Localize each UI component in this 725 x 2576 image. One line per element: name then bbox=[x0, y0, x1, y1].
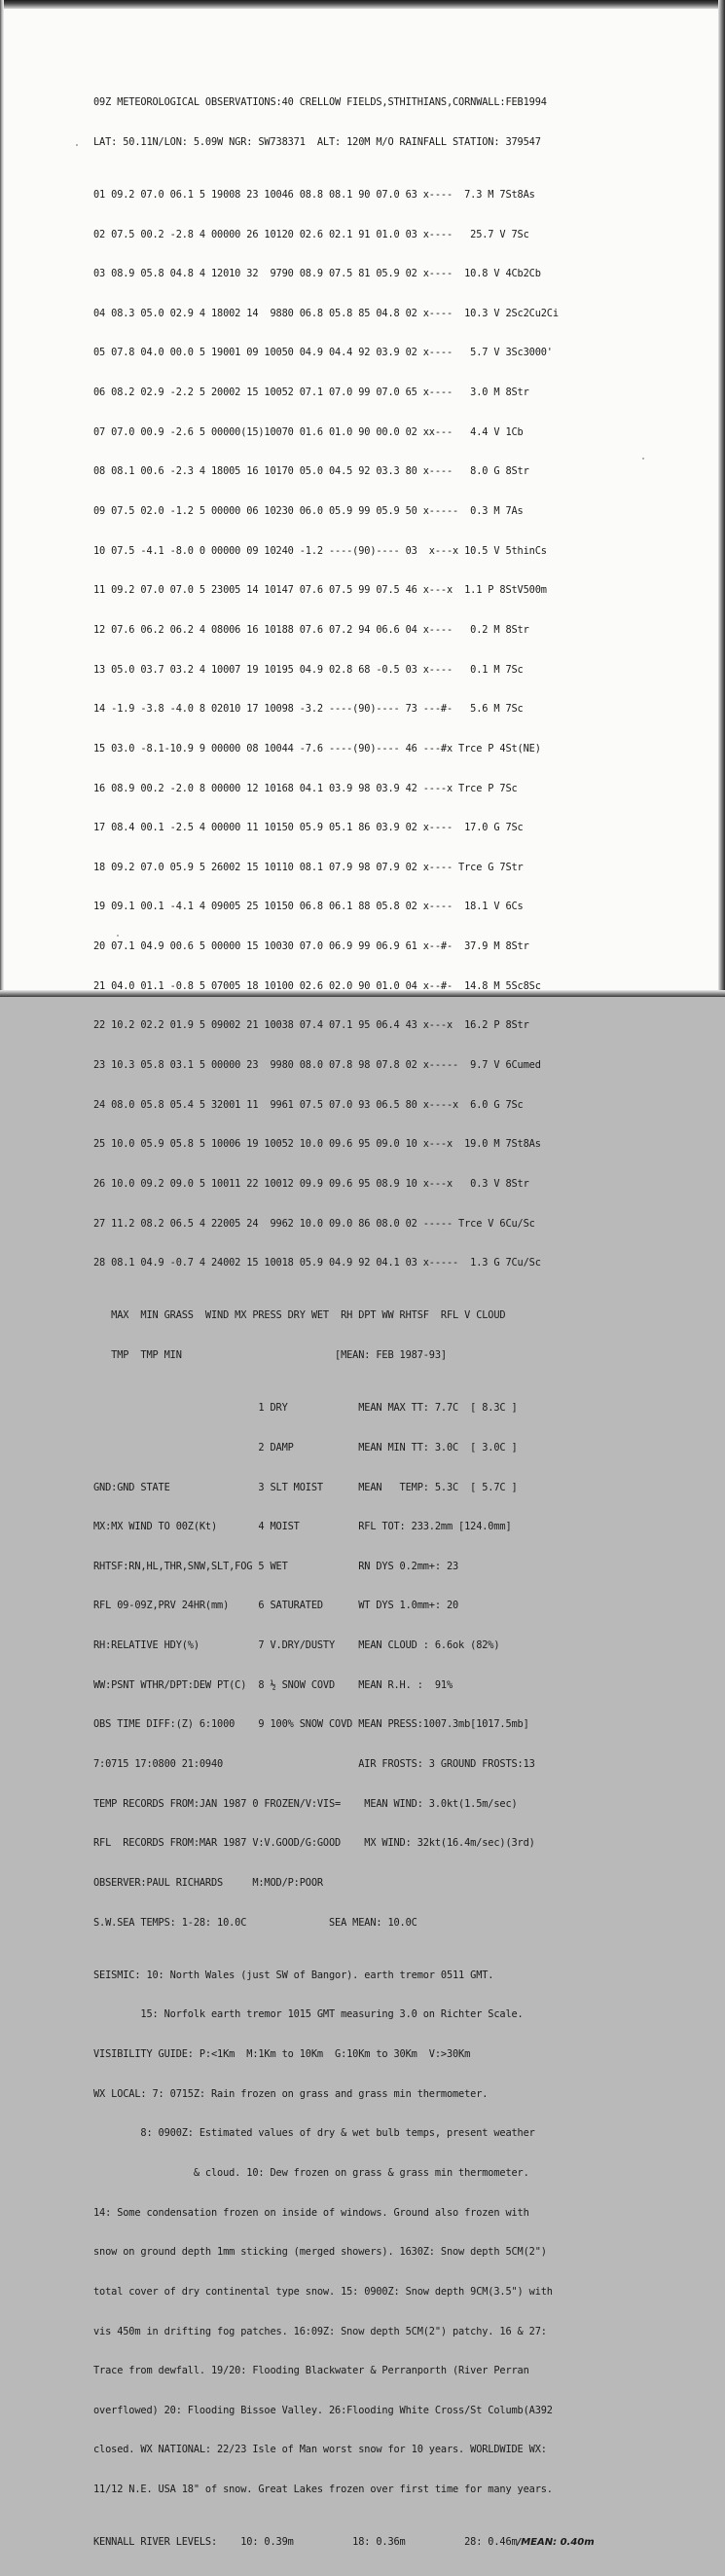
legend-row: TEMP RECORDS FROM:JAN 1987 0 FROZEN/V:VIS= MEAN WIND: 3.0kt(1.5m/sec) bbox=[93, 1797, 518, 1810]
observation-row: 05 07.8 04.0 00.0 5 19001 09 10050 04.9 04.4 92 03.9 02 x---- 5.7 V 3Sc3000' bbox=[93, 347, 553, 359]
observation-row: 18 09.2 07.0 05.9 5 26002 15 10110 08.1 07.9 98 07.9 02 x---- Trce G 7Str bbox=[93, 861, 524, 873]
observation-row: 23 10.3 05.8 03.1 5 00000 23 9980 08.0 07.8 98 07.8 02 x----- 9.7 V 6Cumed bbox=[93, 1059, 541, 1072]
observation-row: 28 08.1 04.9 -0.7 4 24002 15 10018 05.9 04.9 92 04.1 03 x----- 1.3 G 7Cu/Sc bbox=[93, 1257, 541, 1270]
legend-row: GND:GND STATE 3 SLT MOIST MEAN TEMP: 5.3C [ 5.7C ] bbox=[93, 1481, 518, 1493]
observation-row: 17 08.4 00.1 -2.5 4 00000 11 10150 05.9 05.1 86 03.9 02 x---- 17.0 G 7Sc bbox=[93, 822, 524, 834]
observation-row: 20 07.1 04.9 00.6 5 00000 15 10030 07.0 06.9 99 06.9 61 x--#- 37.9 M 8Str bbox=[93, 940, 529, 953]
station-details: LAT: 50.11N/LON: 5.09W NGR: SW738371 ALT: 120M M/O RAINFALL STATION: 379547 bbox=[93, 135, 541, 148]
observation-row: 04 08.3 05.0 02.9 4 18002 14 9880 06.8 05.8 85 04.8 02 x---- 10.3 V 2Sc2Cu2Ci bbox=[93, 307, 559, 319]
notes-row: 8: 0900Z: Estimated values of dry & wet bulb temps, present weather bbox=[93, 2127, 535, 2140]
legend-row: 2 DAMP MEAN MIN TT: 3.0C [ 3.0C ] bbox=[93, 1441, 518, 1454]
notes-row: closed. WX NATIONAL: 22/23 Isle of Man worst snow for 10 years. WORLDWIDE WX: bbox=[93, 2444, 547, 2456]
notes-row: SEISMIC: 10: North Wales (just SW of Bangor). earth tremor 0511 GMT. bbox=[93, 1969, 494, 1981]
legend-row: MX:MX WIND TO 00Z(Kt) 4 MOIST RFL TOT: 233.2mm [124.0mm] bbox=[93, 1521, 512, 1533]
scan-speck bbox=[76, 144, 78, 146]
legend-row: RFL 09-09Z,PRV 24HR(mm) 6 SATURATED WT DYS 1.0mm+: 20 bbox=[93, 1600, 459, 1612]
notes-row: 11/12 N.E. USA 18" of snow. Great Lakes frozen over first time for many years. bbox=[93, 2484, 553, 2496]
notes-row: overflowed) 20: Flooding Bissoe Valley. 26:Flooding White Cross/St Columb(A392 bbox=[93, 2404, 553, 2416]
observation-row: 19 09.1 00.1 -4.1 4 09005 25 10150 06.8 06.1 88 05.8 02 x---- 18.1 V 6Cs bbox=[93, 901, 524, 913]
legend-row: OBSERVER:PAUL RICHARDS M:MOD/P:POOR bbox=[93, 1876, 323, 1889]
legend-row: RHTSF:RN,HL,THR,SNW,SLT,FOG 5 WET RN DYS 0.2mm+: 23 bbox=[93, 1560, 459, 1572]
notes-row: total cover of dry continental type snow. 15: 0900Z: Snow depth 9CM(3.5") with bbox=[93, 2285, 553, 2298]
river-levels-row bbox=[93, 2536, 677, 2550]
legend-row: OBS TIME DIFF:(Z) 6:1000 9 100% SNOW COVD MEAN PRESS:1007.3mb[1017.5mb] bbox=[93, 1718, 529, 1731]
observation-row: 08 08.1 00.6 -2.3 4 18005 16 10170 05.0 04.5 92 03.3 80 x---- 8.0 G 8Str bbox=[93, 465, 529, 478]
notes-row: WX LOCAL: 7: 0715Z: Rain frozen on grass and grass min thermometer. bbox=[93, 2087, 489, 2100]
handwritten-annotation: /MEAN: 0.40m bbox=[517, 2537, 595, 2549]
notes-row: snow on ground depth 1mm sticking (merged showers). 1630Z: Snow depth 5CM(2") bbox=[93, 2246, 547, 2259]
observation-row: 16 08.9 00.2 -2.0 8 00000 12 10168 04.1 03.9 98 03.9 42 ----x Trce P 7Sc bbox=[93, 782, 518, 794]
legend-row: WW:PSNT WTHR/DPT:DEW PT(C) 8 ½ SNOW COVD MEAN R.H. : 91% bbox=[93, 1678, 453, 1691]
observation-row: 06 08.2 02.9 -2.2 5 20002 15 10052 07.1 07.0 99 07.0 65 x---- 3.0 M 8Str bbox=[93, 386, 529, 399]
observation-row: 10 07.5 -4.1 -8.0 0 00000 09 10240 -1.2 ----(90)---- 03 x---x 10.5 V 5thinCs bbox=[93, 544, 547, 557]
observation-row: 12 07.6 06.2 06.2 4 08006 16 10188 07.6 07.2 94 06.6 04 x---- 0.2 M 8Str bbox=[93, 623, 529, 636]
document-body bbox=[93, 70, 677, 2576]
observation-row: 14 -1.9 -3.8 -4.0 8 02010 17 10098 -3.2 ----(90)---- 73 ---#- 5.6 M 7Sc bbox=[93, 703, 524, 716]
table-column-header: TMP TMP MIN [MEAN: FEB 1987-93] bbox=[93, 1349, 447, 1362]
observation-row: 02 07.5 00.2 -2.8 4 00000 26 10120 02.6 02.1 91 01.0 03 x---- 25.7 V 7Sc bbox=[93, 228, 529, 240]
notes-row: 15: Norfolk earth tremor 1015 GMT measuring 3.0 on Richter Scale. bbox=[93, 2008, 524, 2021]
observation-row: 25 10.0 05.9 05.8 5 10006 19 10052 10.0 09.6 95 09.0 10 x---x 19.0 M 7St8As bbox=[93, 1138, 541, 1151]
legend-row: 7:0715 17:0800 21:0940 AIR FROSTS: 3 GROUND FROSTS:13 bbox=[93, 1758, 535, 1770]
notes-row: & cloud. 10: Dew frozen on grass & grass min thermometer. bbox=[93, 2166, 529, 2179]
observation-row: 13 05.0 03.7 03.2 4 10007 19 10195 04.9 02.8 68 -0.5 03 x---- 0.1 M 7Sc bbox=[93, 663, 524, 676]
observation-row: 21 04.0 01.1 -0.8 5 07005 18 10100 02.6 02.0 90 01.0 04 x--#- 14.8 M 5Sc8Sc bbox=[93, 979, 541, 992]
river-levels-text: KENNALL RIVER LEVELS: 10: 0.39m 18: 0.36m 28: 0.46m bbox=[93, 2536, 518, 2549]
table-column-header: MAX MIN GRASS WIND MX PRESS DRY WET RH DPT WW RHTSF RFL V CLOUD bbox=[93, 1309, 506, 1322]
notes-row: 14: Some condensation frozen on inside of windows. Ground also frozen with bbox=[93, 2206, 529, 2219]
legend-row: 1 DRY MEAN MAX TT: 7.7C [ 8.3C ] bbox=[93, 1402, 518, 1415]
notes-row: Trace from dewfall. 19/20: Flooding Blackwater & Perranporth (River Perran bbox=[93, 2365, 529, 2377]
observation-row: 07 07.0 00.9 -2.6 5 00000(15)10070 01.6 01.0 90 00.0 02 xx--- 4.4 V 1Cb bbox=[93, 425, 524, 438]
page-edge-top bbox=[0, 0, 725, 9]
observation-row: 11 09.2 07.0 07.0 5 23005 14 10147 07.6 07.5 99 07.5 46 x---x 1.1 P 8StV500m bbox=[93, 584, 547, 597]
page-edge-right bbox=[718, 0, 725, 997]
observation-row: 09 07.5 02.0 -1.2 5 00000 06 10230 06.0 05.9 99 05.9 50 x----- 0.3 M 7As bbox=[93, 505, 524, 518]
observation-row: 22 10.2 02.2 01.9 5 09002 21 10038 07.4 07.1 95 06.4 43 x---x 16.2 P 8Str bbox=[93, 1019, 529, 1032]
observation-row: 01 09.2 07.0 06.1 5 19008 23 10046 08.8 08.1 90 07.0 63 x---- 7.3 M 7St8As bbox=[93, 188, 535, 201]
legend-row: RH:RELATIVE HDY(%) 7 V.DRY/DUSTY MEAN CLOUD : 6.6ok (82%) bbox=[93, 1639, 500, 1652]
document-title: 09Z METEOROLOGICAL OBSERVATIONS:40 CRELLOW FIELDS,STHITHIANS,CORNWALL:FEB1994 bbox=[93, 96, 547, 109]
observation-row: 24 08.0 05.8 05.4 5 32001 11 9961 07.5 07.0 93 06.5 80 x----x 6.0 G 7Sc bbox=[93, 1098, 524, 1111]
observation-row: 26 10.0 09.2 09.0 5 10011 22 10012 09.9 09.6 95 08.9 10 x---x 0.3 V 8Str bbox=[93, 1177, 529, 1190]
observation-row: 03 08.9 05.8 04.8 4 12010 32 9790 08.9 07.5 81 05.9 02 x---- 10.8 V 4Cb2Cb bbox=[93, 268, 541, 280]
notes-row: VISIBILITY GUIDE: P:<1Km M:1Km to 10Km G:10Km to 30Km V:>30Km bbox=[93, 2048, 471, 2061]
notes-row: vis 450m in drifting fog patches. 16:09Z: Snow depth 5CM(2") patchy. 16 & 27: bbox=[93, 2325, 547, 2337]
legend-row: RFL RECORDS FROM:MAR 1987 V:V.GOOD/G:GOOD MX WIND: 32kt(16.4m/sec)(3rd) bbox=[93, 1837, 535, 1850]
observation-row: 27 11.2 08.2 06.5 4 22005 24 9962 10.0 09.0 86 08.0 02 ----- Trce V 6Cu/Sc bbox=[93, 1217, 535, 1230]
legend-row: S.W.SEA TEMPS: 1-28: 10.0C SEA MEAN: 10.0C bbox=[93, 1916, 417, 1929]
observation-row: 15 03.0 -8.1-10.9 9 00000 08 10044 -7.6 ----(90)---- 46 ---#x Trce P 4St(NE) bbox=[93, 742, 541, 754]
